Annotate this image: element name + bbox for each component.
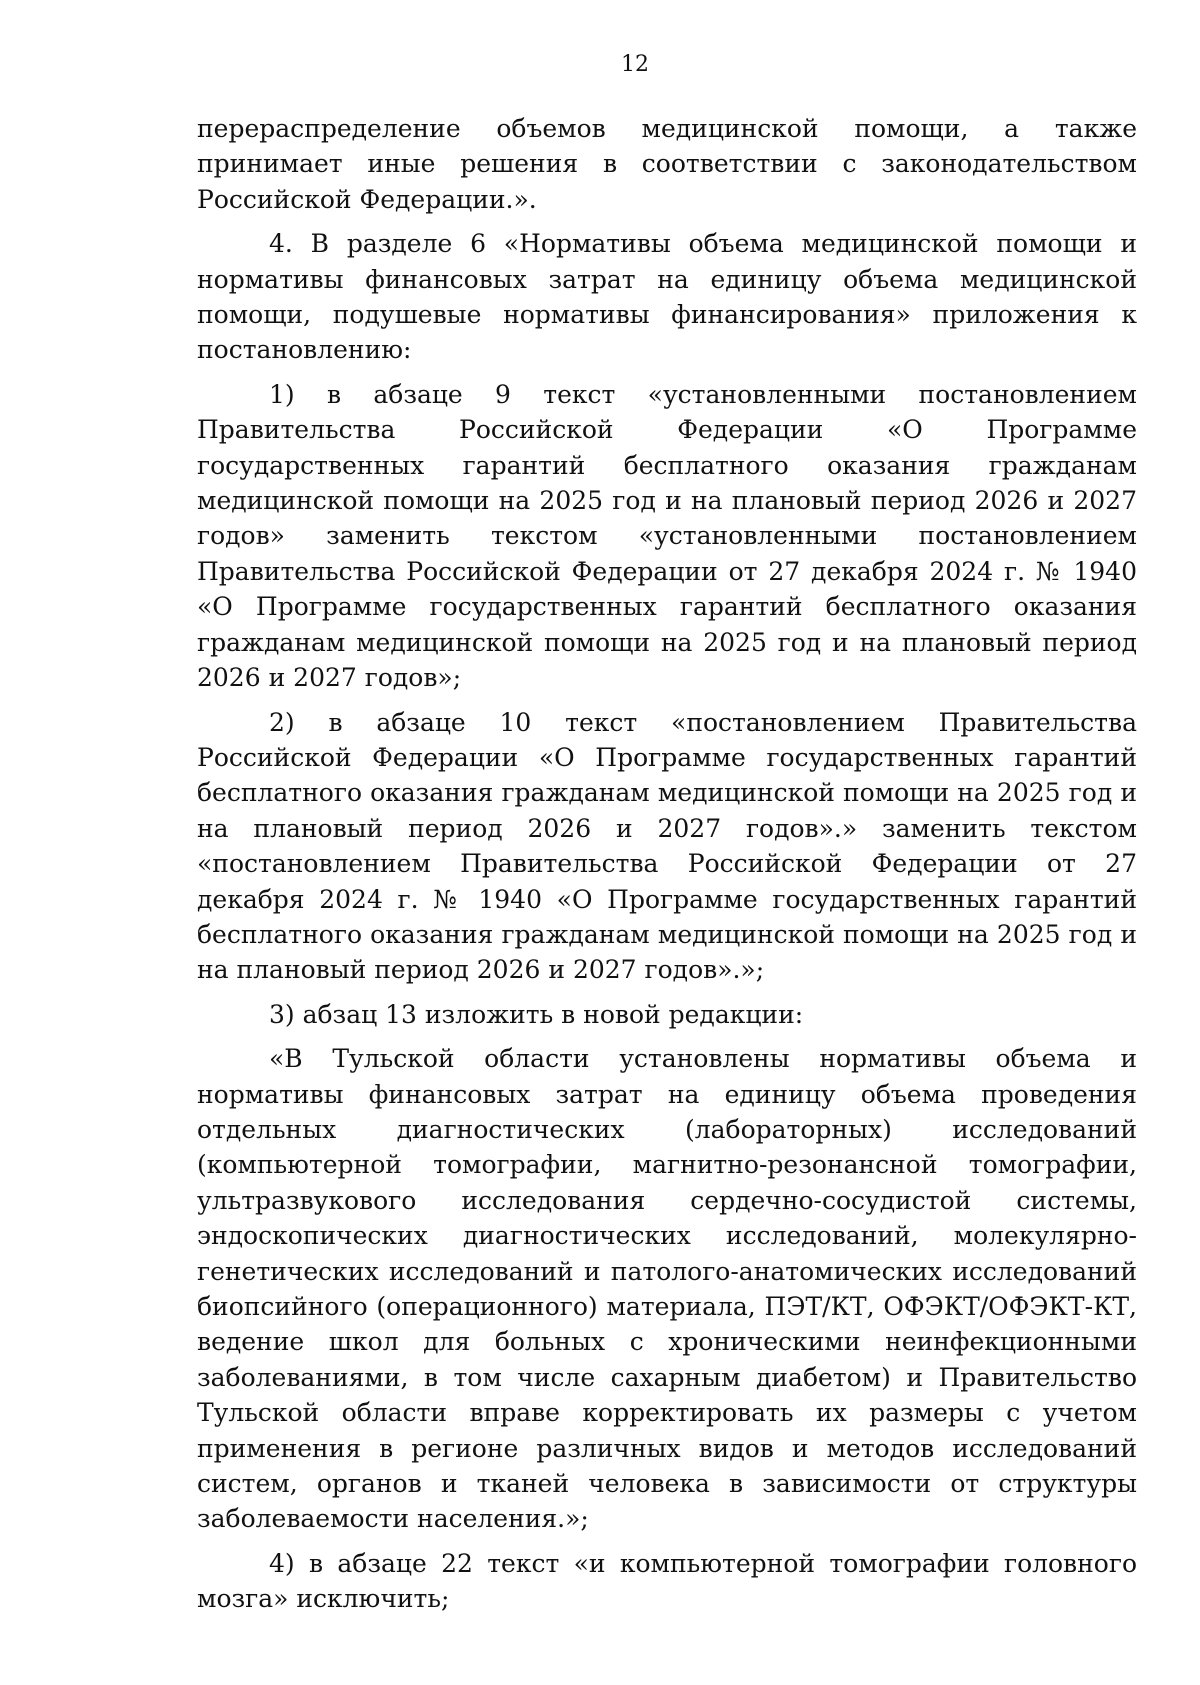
paragraph-subitem-3: 3) абзац 13 изложить в новой редакции: — [269, 999, 804, 1029]
paragraph-new-text-quote: «В Тульской области установлены нормативы объема и нормативы финансовых затрат на единицу объема проведения отдельных диагностических (лабораторных) исследований (компьютерной томографии, магнитно-резонансной томографии, ультразвукового исследования сердечно-сосудистой системы, эндоскопических диагностических исследований, молекулярно-генетических исследований и патолого-анатомических исследований биопсийного (операционного) материала, ПЭТ/КТ, ОФЭКТ/ОФЭКТ-КТ, ведение школ для больных с хроническими неинфекционными заболеваниями, в том числе сахарным диабетом) и Правительство Тульской области вправе корректировать их размеры с учетом применения в регионе различных видов и методов исследований систем, органов и тканей человека в зависимости от структуры заболеваемости населения.»; — [197, 1044, 1137, 1534]
document-body — [197, 111, 1137, 1617]
paragraph-subitem-2: 2) в абзаце 10 текст «постановлением Правительства Российской Федерации «О Программе государственных гарантий бесплатного оказания гражданам медицинской помощи на 2025 год и на плановый период 2026 и 2027 годов».» заменить текстом «постановлением Правительства Российской Федерации от 27 декабря 2024 г. № 1940 «О Программе государственных гарантий бесплатного оказания гражданам медицинской помощи на 2025 год и на плановый период 2026 и 2027 годов».»; — [197, 707, 1137, 985]
paragraph-continuation: перераспределение объемов медицинской помощи, а также принимает иные решения в соответствии с законодательством Российской Федерации.». — [197, 114, 1137, 214]
page-number: 12 — [621, 52, 649, 77]
paragraph-subitem-4: 4) в абзаце 22 текст «и компьютерной томографии головного мозга» исключить; — [197, 1548, 1137, 1614]
paragraph-item-4: 4. В разделе 6 «Нормативы объема медицинской помощи и нормативы финансовых затрат на единицу объема медицинской помощи, подушевые нормативы финансирования» приложения к постановлению: — [197, 229, 1137, 365]
paragraph-subitem-1: 1) в абзаце 9 текст «установленными постановлением Правительства Российской Федерации «О Программе государственных гарантий бесплатного оказания гражданам медицинской помощи на 2025 год и на плановый период 2026 и 2027 годов» заменить текстом «установленными постановлением Правительства Российской Федерации от 27 декабря 2024 г. № 1940 «О Программе государственных гарантий бесплатного оказания гражданам медицинской помощи на 2025 год и на плановый период 2026 и 2027 годов»; — [197, 379, 1137, 693]
